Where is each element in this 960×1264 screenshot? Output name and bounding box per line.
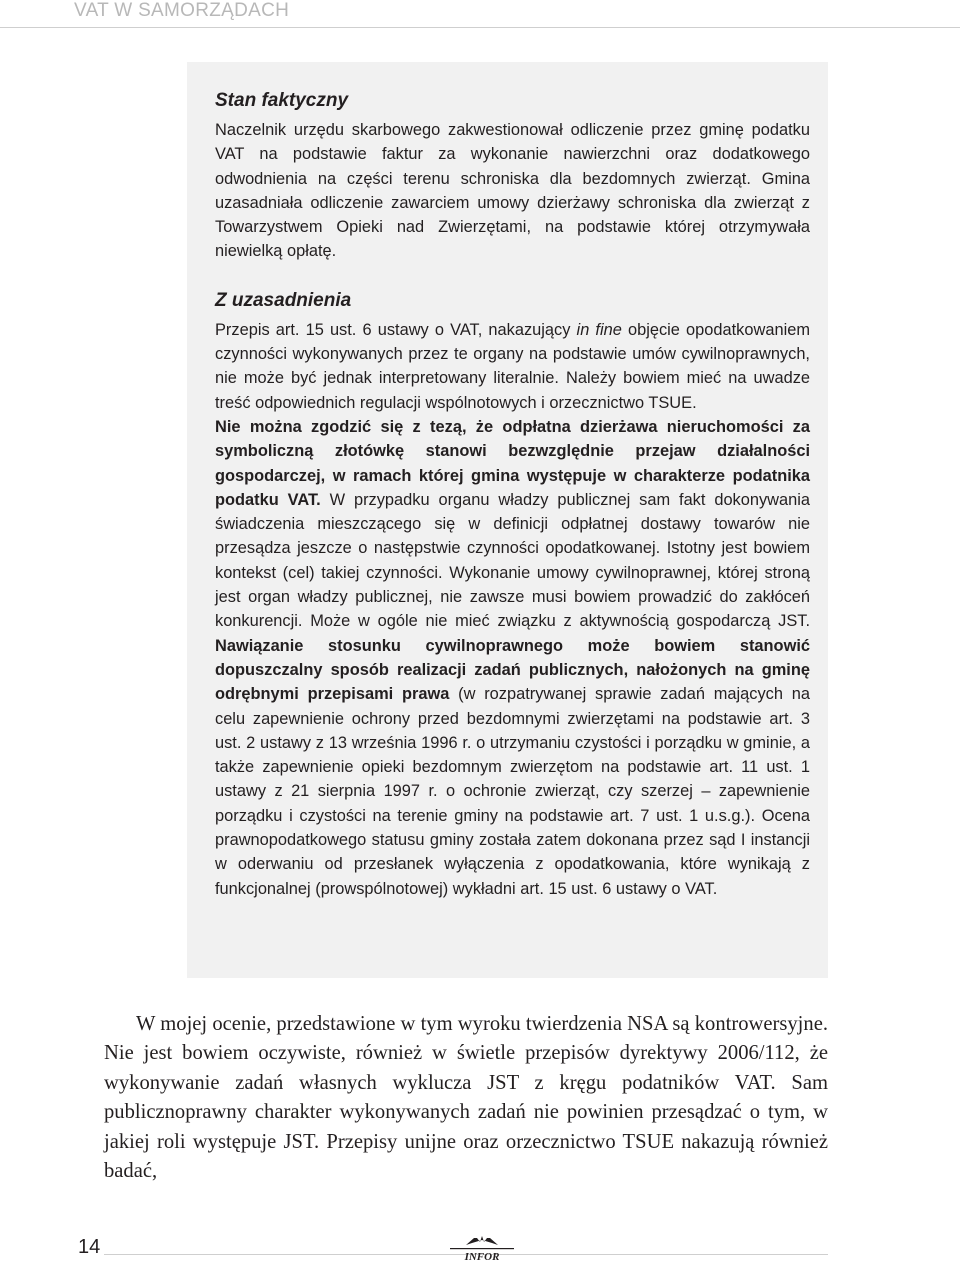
logo-text: INFOR: [464, 1251, 500, 1262]
reasoning-paragraph-2: [215, 415, 810, 901]
reasoning-bold: Nawiązanie stosunku cywilnoprawnego może bowiem stanowić dopuszczalny sposób realizacji zadań publicznych, nałożonych na gminę odrębnymi przepisami prawa: [215, 636, 810, 704]
case-heading-reasoning: Z uzasadnienia: [215, 289, 352, 311]
body-text: W mojej ocenie, przedstawione w tym wyroku twierdzenia NSA są kontrowersyjne. Nie jest bowiem oczywiste, również w świetle przepisów dyrektywy 2006/112, że wykonywanie zadań własnych wyklucza JST z kręgu podatników VAT. Sam publicznoprawny charakter wykonywanych zadań nie powinien przesądzać o tym, w jakiej roli występuje JST. Przepisy unijne oraz orzecznictwo TSUE nakazują również badać,: [104, 1013, 828, 1183]
case-heading-facts: Stan faktyczny: [215, 90, 349, 111]
header-rule: [0, 27, 960, 28]
body-paragraph: [104, 1010, 828, 1186]
running-header: VAT W SAMORZĄDACH: [74, 0, 290, 21]
infor-logo: [444, 1236, 520, 1262]
reasoning-text: objęcie opodatkowaniem czynności wykonywanych przez te organy na podstawie umów cywilnoprawnych, nie może być jednak interpretowany literalnie. Należy bowiem mieć na uwadze treść odpowiednich regulacji wspólnotowych i orzecznictwo TSUE.: [215, 320, 810, 412]
reasoning-italic: in fine: [576, 320, 622, 339]
reasoning-text: W przypadku organu władzy publicznej sam fakt dokonywania świadczenia mieszczącego się w definicji odpłatnej dostawy towarów nie przesądza jeszcze o następstwie czynności opodatkowanej. Istotny jest bowiem kontekst (cel) takiej czynności. Wykonanie umowy cywilnoprawnej, której stroną jest organ władzy publicznej, nie zawsze musi bowiem prowadzić do zakłóceń konkurencji. Może w ogóle nie mieć związku z aktywnością gospodarczą JST.: [215, 490, 811, 631]
case-box: [187, 62, 828, 978]
case-facts-paragraph: Naczelnik urzędu skarbowego zakwestionował odliczenie przez gminę podatku VAT na podstawie faktur za wykonanie nawierzchni oraz dodatkowego odwodnienia na części terenu schroniska dla bezdomnych zwierząt. Gmina uzasadniała odliczenie zawarciem umowy dzierżawy schroniska dla zwierząt z Towarzystwem Opieki nad Zwierzętami, na podstawie której otrzymywała niewielką opłatę.: [215, 121, 810, 261]
reasoning-text: (w rozpatrywanej sprawie zadań mających na celu zapewnienie ochrony przed bezdomnymi zwierzętami na podstawie art. 3 ust. 2 ustawy z 13 września 1996 r. o utrzymaniu czystości i porządku w gminie, a także zapewnienie opieki bezdomnym zwierzętom na podstawie art. 11 ust. 1 ustawy z 21 sierpnia 1997 r. o ochronie zwierząt, czy szerzej – zapewnienie porządku i czystości na terenie gminy na podstawie art. 7 ust. 1 u.s.g.). Ocena prawnopodatkowego statusu gminy została zatem dokonana przez sąd I instancji w oderwaniu od przesłanek wyłączenia z opodatkowania, które wynikają z funkcjonalnej (prowspólnotowej) wykładni art. 15 ust. 6 ustawy o VAT.: [215, 685, 810, 898]
reasoning-bold: Nie można zgodzić się z tezą, że odpłatna dzierżawa nieruchomości za symboliczną złotówkę stanowi bezwzględnie przejaw działalności gospodarczej, w ramach której gmina występuje w charakterze podatnika podatku VAT.: [215, 417, 810, 509]
reasoning-paragraph-1: [215, 318, 810, 415]
reasoning-text: Przepis art. 15 ust. 6 ustawy o VAT, nakazujący: [215, 320, 577, 339]
page-number: 14: [78, 1236, 101, 1258]
